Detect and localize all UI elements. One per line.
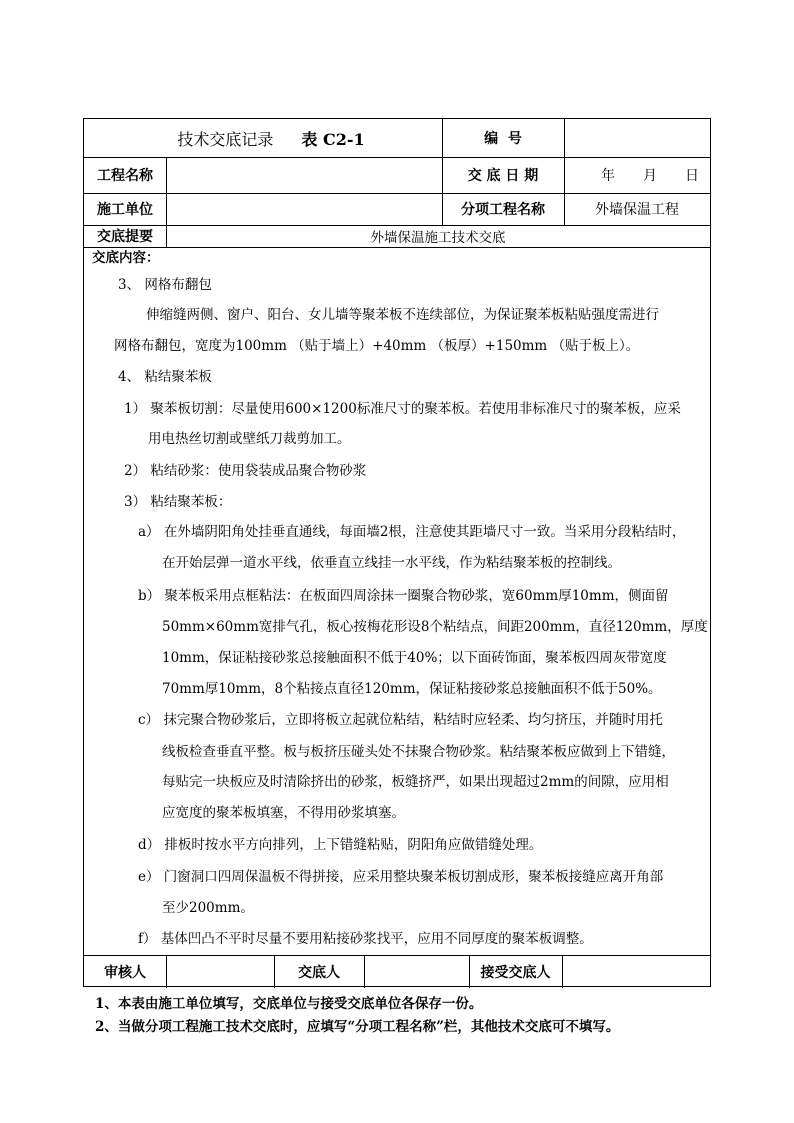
content-line: f） 基体凹凸不平时尽量不要用粘接砂浆找平，应用不同厚度的聚苯板调整。 <box>138 931 593 947</box>
content-line: 2） 粘结砂浆：使用袋装成品聚合物砂浆 <box>124 463 367 479</box>
content-line: 伸缩缝两侧、窗户、阳台、女儿墙等聚苯板不连续部位，为保证聚苯板粘贴强度需进行 <box>146 307 659 323</box>
reviewer-value[interactable] <box>166 955 274 988</box>
number-value[interactable] <box>564 119 710 157</box>
summary-value[interactable]: 外墙保温施工技术交底 <box>370 230 506 246</box>
date-day: 日 <box>685 168 699 184</box>
content-line: 在开始层弹一道水平线，依垂直立线挂一水平线，作为粘结聚苯板的控制线。 <box>162 555 621 571</box>
row-divider <box>84 247 710 248</box>
content-line: e） 门窗洞口四周保温板不得拼接，应采用整块聚苯板切割成形，聚苯板接缝应离开角部 <box>138 869 664 885</box>
content-line: 至少200mm。 <box>162 900 254 916</box>
content-line: b） 聚苯板采用点框粘法：在板面四周涂抹一圈聚合物砂浆，宽60mm厚10mm，侧面留 <box>138 588 669 604</box>
construction-unit-value[interactable] <box>166 193 442 225</box>
discloser-value[interactable] <box>364 955 469 988</box>
disclosure-date-label: 交 底 日 期 <box>467 168 539 184</box>
discloser-label: 交底人 <box>298 964 340 981</box>
content-heading: 3、 网格布翻包 <box>118 277 212 293</box>
summary-label: 交底提要 <box>97 229 153 245</box>
construction-unit-label: 施工单位 <box>97 202 153 218</box>
disclosure-date-value[interactable] <box>564 157 710 193</box>
content-line: 3） 粘结聚苯板： <box>124 494 232 510</box>
project-name-label: 工程名称 <box>97 168 153 184</box>
subproject-name-label: 分项工程名称 <box>461 202 545 218</box>
technical-disclosure-form <box>83 118 711 987</box>
footnote: 1、本表由施工单位填写，交底单位与接受交底单位各保存一份。 <box>95 996 483 1012</box>
content-heading: 4、 粘结聚苯板 <box>118 369 212 385</box>
reviewer-label: 审核人 <box>104 964 146 981</box>
form-title-text: 技术交底记录 <box>177 129 274 149</box>
content-line: 用电热丝切割或壁纸刀裁剪加工。 <box>148 431 351 447</box>
form-code: 表 C2-1 <box>301 129 365 149</box>
form-title <box>84 119 442 157</box>
footnote: 2、当做分项工程施工技术交底时，应填写“分项工程名称”栏，其他技术交底可不填写。 <box>95 1019 620 1035</box>
content-line: 每贴完一块板应及时清除挤出的砂浆，板缝挤严，如果出现超过2mm的间隙，应用相 <box>162 774 669 790</box>
content-line: d） 排板时按水平方向排列，上下错缝粘贴，阴阳角应做错缝处理。 <box>138 837 543 853</box>
project-name-value[interactable] <box>166 157 442 193</box>
content-line: 1） 聚苯板切割：尽量使用600×1200标准尺寸的聚苯板。若使用非标准尺寸的聚苯板，应采 <box>124 401 681 417</box>
content-line: c） 抹完聚合物砂浆后，立即将板立起就位粘结，粘结时应轻柔、均匀挤压，并随时用托 <box>138 712 663 728</box>
number-label: 编 号 <box>484 131 522 147</box>
receiver-label: 接受交底人 <box>480 964 551 981</box>
content-label: 交底内容： <box>92 250 160 266</box>
date-month: 月 <box>643 168 657 184</box>
content-line: 网格布翻包，宽度为100mm （贴于墙上）+40mm （板厚）+150mm （贴于板上）。 <box>114 338 640 354</box>
content-line: a） 在外墙阴阳角处挂垂直通线，每面墙2根，注意使其距墙尺寸一致。当采用分段粘结时， <box>138 524 686 540</box>
content-line: 10mm，保证粘接砂浆总接触面积不低于40%；以下面砖饰面，聚苯板四周灰带宽度 <box>162 650 667 666</box>
content-line: 50mm×60mm宽排气孔，板心按梅花形设8个粘结点，间距200mm，直径120mm，厚度 <box>162 619 708 635</box>
receiver-value[interactable] <box>562 955 710 988</box>
content-line: 70mm厚10mm，8个粘接点直径120mm，保证粘接砂浆总接触面积不低于50%。 <box>162 681 662 697</box>
subproject-name-value[interactable]: 外墙保温工程 <box>595 202 679 218</box>
date-year: 年 <box>601 168 615 184</box>
content-line: 线板检查垂直平整。板与板挤压碰头处不抹聚合物砂浆。粘结聚苯板应做到上下错缝， <box>162 744 675 760</box>
content-line: 应宽度的聚苯板填塞，不得用砂浆填塞。 <box>162 805 405 821</box>
